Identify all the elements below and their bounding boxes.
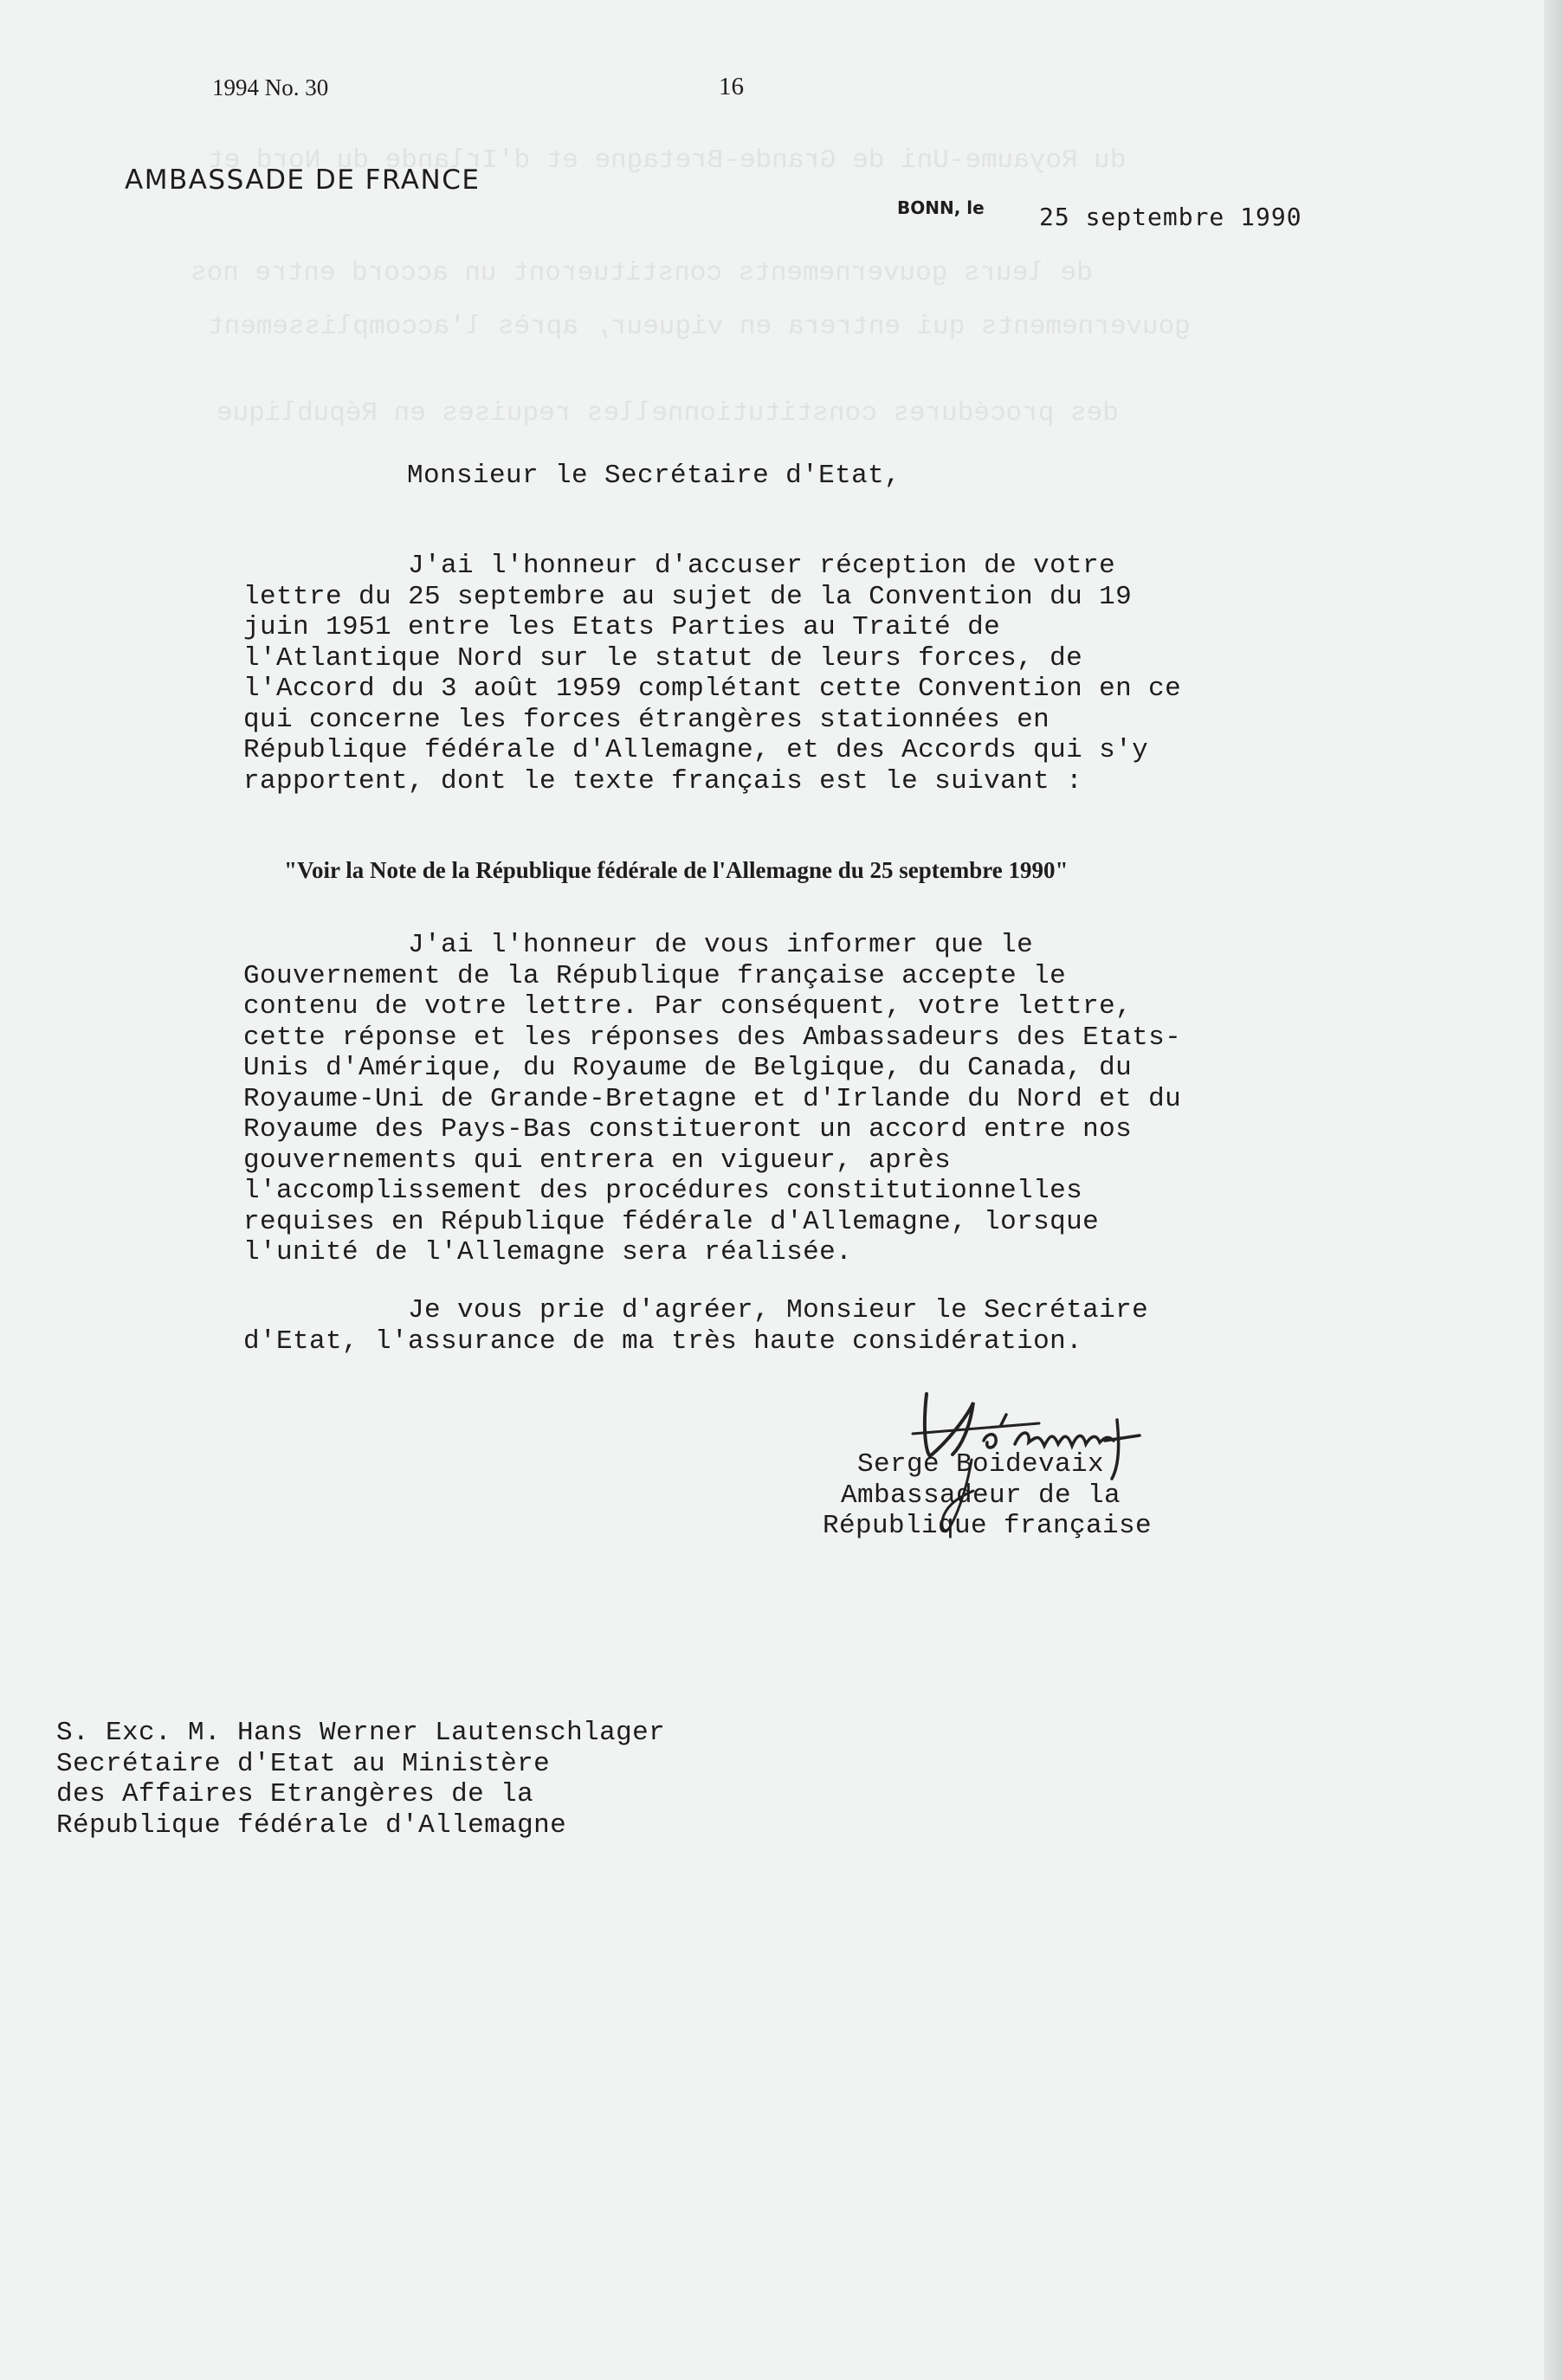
series-number: 1994 No. 30	[212, 74, 329, 100]
paragraph-line: qui concerne les forces étrangères stationnées en	[243, 704, 1050, 735]
page-edge	[1544, 0, 1563, 2380]
paragraph-line: Royaume des Pays-Bas constitueront un accord entre nos	[243, 1114, 1133, 1145]
signatory-name: Serge Boidevaix	[857, 1449, 1105, 1480]
embassy-letterhead: AMBASSADE DE FRANCE	[125, 164, 481, 196]
signatory-block	[823, 1449, 1153, 1542]
paragraph-line: gouvernements qui entrera en vigueur, après	[243, 1145, 952, 1176]
paragraph-line: lettre du 25 septembre au sujet de la Convention du 19	[243, 581, 1133, 612]
paragraph-acknowledgement	[243, 551, 1181, 797]
paragraph-line: République fédérale d'Allemagne, et des Accords qui s'y	[243, 735, 1149, 765]
letter-date: 25 septembre 1990	[1039, 203, 1302, 231]
paragraph-line: cette réponse et les réponses des Ambassadeurs des Etats-	[243, 1022, 1182, 1053]
addressee-block	[56, 1718, 665, 1841]
paragraph-line: l'unité de l'Allemagne sera réalisée.	[243, 1237, 853, 1267]
addressee-line: Secrétaire d'Etat au Ministère	[56, 1748, 551, 1779]
quoted-note-reference: "Voir la Note de la République fédérale de l'Allemagne du 25 septembre 1990"	[284, 857, 1069, 883]
paragraph-line: requises en République fédérale d'Allemagne, lorsque	[243, 1206, 1100, 1237]
paragraph-line: Gouvernement de la République française accepte le	[243, 960, 1067, 991]
paragraph-line: Royaume-Uni de Grande-Bretagne et d'Irlande du Nord et du	[243, 1083, 1182, 1114]
paragraph-line: Je vous prie d'agréer, Monsieur le Secrétaire	[408, 1295, 1149, 1325]
paragraph-line: contenu de votre lettre. Par conséquent, votre lettre,	[243, 991, 1133, 1022]
page-number: 16	[719, 73, 744, 100]
paragraph-line: Unis d'Amérique, du Royaume de Belgique, du Canada, du	[243, 1053, 1133, 1083]
addressee-line: S. Exc. M. Hans Werner Lautenschlager	[56, 1718, 666, 1748]
addressee-line: République fédérale d'Allemagne	[56, 1809, 567, 1841]
paragraph-line: J'ai l'honneur d'accuser réception de votre	[408, 551, 1116, 581]
salutation: Monsieur le Secrétaire d'Etat,	[407, 461, 901, 491]
paragraph-line: l'Accord du 3 août 1959 complétant cette Convention en ce	[243, 674, 1182, 704]
paragraph-line: J'ai l'honneur de vous informer que le	[408, 930, 1034, 960]
paragraph-acceptance	[243, 930, 1181, 1268]
reverse-side-show-through: gouvernements qui entrera en vigueur, après l'accomplissement	[208, 312, 1191, 342]
signatory-title: Ambassadeur de la	[841, 1480, 1121, 1511]
place-label: BONN, le	[897, 197, 985, 218]
paragraph-line: rapportent, dont le texte français est le suivant :	[243, 765, 1083, 797]
paragraph-line: l'accomplissement des procédures constitutionnelles	[243, 1176, 1083, 1206]
paragraph-line: l'Atlantique Nord sur le statut de leurs forces, de	[243, 642, 1083, 674]
paragraph-line: juin 1951 entre les Etats Parties au Traité de	[243, 612, 1001, 642]
reverse-side-show-through: de leurs gouvernements constitueront un accord entre nos	[191, 258, 1093, 288]
signatory-title: République française	[823, 1511, 1153, 1541]
addressee-line: des Affaires Etrangères de la	[56, 1779, 534, 1809]
paragraph-line: d'Etat, l'assurance de ma très haute considération.	[243, 1325, 1083, 1357]
closing-formula	[243, 1295, 1148, 1357]
reverse-side-show-through: des procédures constitutionnelles requises en République	[216, 398, 1119, 429]
reverse-side-show-through: du Royaume-Uni de Grande-Bretagne et d'Irlande du Nord et	[208, 145, 1127, 176]
